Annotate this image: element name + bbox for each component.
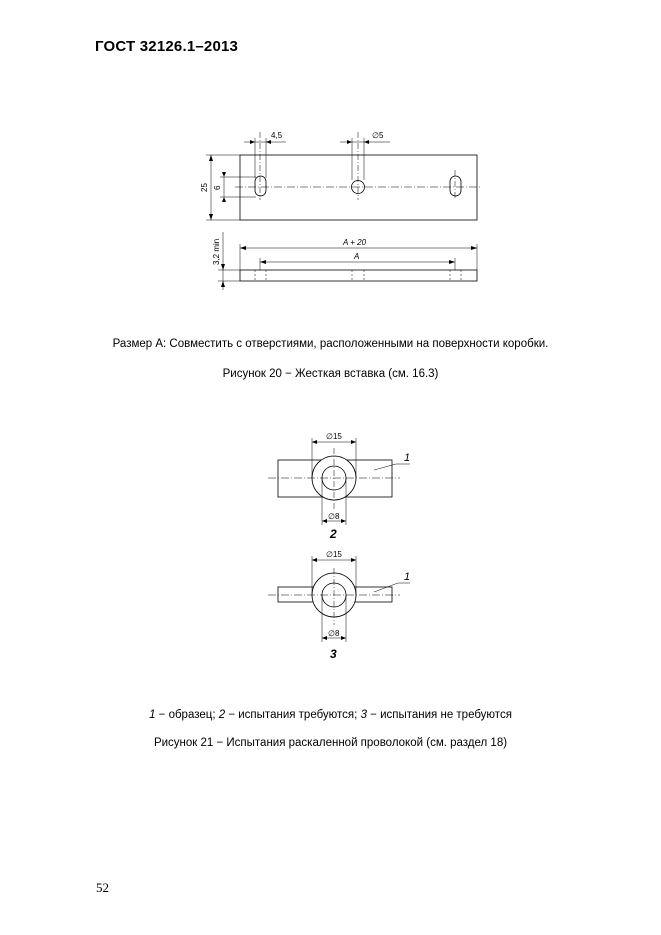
legend-t1: − образец; (155, 709, 219, 721)
legend-n1: 1 (149, 709, 156, 721)
legend-n2: 2 (218, 709, 226, 721)
figure-21-drawing (0, 420, 661, 670)
view-3-inner-diameter: ∅8 (328, 629, 340, 638)
view-2-label: 2 (330, 527, 337, 541)
dim-slot-height: 6 (213, 185, 222, 190)
figure-20-drawing (0, 0, 661, 320)
figure-20-note: Размер A: Совместить с отверстиями, расположенными на поверхности коробки. (112, 338, 549, 350)
insert-plate-side-view (240, 270, 477, 281)
view-3-label: 3 (330, 647, 337, 661)
figure-21-caption: Рисунок 21 − Испытания раскаленной проволокой (см. раздел 18) (153, 737, 508, 749)
dim-overall-length: A + 20 (343, 238, 367, 247)
insert-plate-top-view (240, 155, 477, 220)
dim-hole-diameter: ∅5 (372, 131, 384, 140)
dim-slot-width: 4,5 (271, 131, 283, 140)
view-2-outer-diameter: ∅15 (326, 432, 342, 441)
left-slot (255, 176, 266, 196)
dim-thickness: 3,2 min (212, 238, 221, 265)
figure-20-caption: Рисунок 20 − Жесткая вставка (см. 16.3) (222, 368, 439, 380)
dim-length: A (354, 252, 360, 261)
legend-n3: 3 (360, 709, 367, 721)
view-3-leader-label: 1 (404, 571, 411, 583)
view-2-leader-label: 1 (404, 452, 411, 464)
document-header: ГОСТ 32126.1–2013 (95, 38, 239, 55)
view-3-outer-diameter: ∅15 (326, 550, 342, 559)
dim-height: 25 (200, 183, 209, 192)
legend-t3: − испытания не требуются (366, 709, 512, 721)
view-2-inner-diameter: ∅8 (328, 512, 340, 521)
figure-21-legend (0, 709, 661, 721)
page-number: 52 (96, 880, 109, 895)
legend-t2: − испытания требуются; (225, 709, 361, 721)
right-slot (450, 176, 461, 196)
